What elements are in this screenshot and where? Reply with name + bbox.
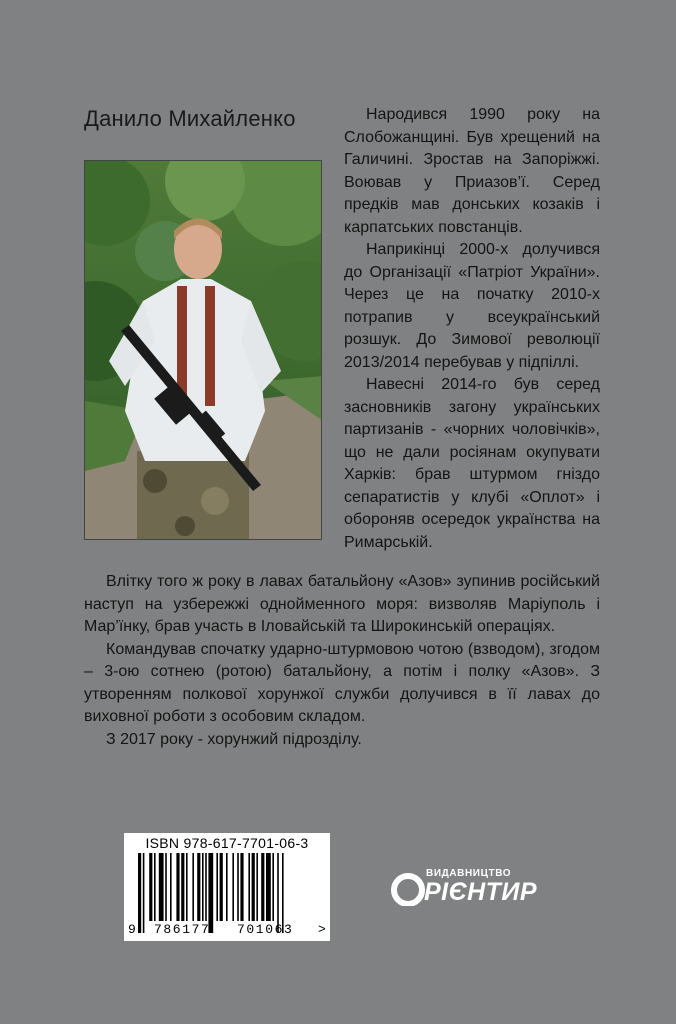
barcode-bar [170, 853, 172, 921]
barcode-bar [216, 853, 218, 921]
publisher-ring-icon [390, 870, 426, 906]
barcode-bar [252, 853, 255, 921]
barcode-bar [226, 853, 228, 921]
barcode-bar [138, 853, 141, 933]
barcode-bar [232, 853, 234, 921]
isbn-number: ISBN 978-617-7701-06-3 [145, 835, 309, 851]
bio-paragraph: З 2017 року - хорунжий підрозділу. [106, 730, 362, 748]
barcode-lead-digit: 9 [128, 922, 138, 937]
barcode-bar [192, 853, 194, 921]
bio-paragraph: Командував спочатку ударно-штурмовою чотою (взводом), згодом – 3-ою сотнею (ротою) батальйону, а потім і полку «Азов». З утворенням полкової хорунжої служби долучився в її лавах до виховної роботи з особовим складом. [84, 640, 600, 725]
barcode-bar [149, 853, 152, 921]
barcode-bar [248, 853, 250, 921]
barcode-left-digits: 786177 [154, 922, 211, 937]
author-photo [84, 160, 322, 540]
publisher-name: РІЄНТИР [424, 878, 538, 906]
barcode-bar [240, 853, 243, 921]
author-photo-image [85, 161, 322, 540]
barcode-bar [282, 853, 284, 933]
barcode-bar [208, 853, 213, 933]
bio-paragraph: Наприкінці 2000-х долучився до Організації «Патріот України». Через це на початку 2010-х потрапив у всеукраїнський розшук. До Зимової революції 2013/2014 перебував у підпіллі. [344, 241, 600, 371]
barcode-bar [197, 853, 200, 921]
barcode-bar [143, 853, 145, 933]
barcode-bar [159, 853, 164, 921]
barcode-bar [256, 853, 258, 921]
bio-paragraph: Навесні 2014-го був серед засновників загону українських партизанів - «чорних чоловічків», що не дали росіянам окупувати Харків: брав штурмом гніздо сепаратистів у клубі «Оплот» і обороняв осередок українства на Римарській. [344, 376, 600, 551]
barcode-bar [176, 853, 179, 921]
barcode-bar [154, 853, 156, 921]
barcode-bar [181, 853, 184, 921]
barcode-arrow: > [318, 922, 328, 937]
barcode-bar [277, 853, 279, 933]
author-name: Данило Михайленко [84, 106, 296, 131]
barcode-bar [272, 853, 274, 921]
publisher-subtitle: ВИДАВНИЦТВО [426, 868, 512, 879]
barcode-bar [220, 853, 223, 921]
bio-paragraph: Народився 1990 року на Слобожанщині. Був хрещений на Галичині. Зростав на Запоріжжі. Воював у Приазов’ї. Серед предків мав донських козаків і карпатських повстанців. [344, 106, 600, 236]
barcode-bar [186, 853, 188, 921]
barcode-bar [237, 853, 239, 921]
publisher-logo [390, 868, 570, 910]
bio-paragraph: Влітку того ж року в лавах батальйону «Азов» зупинив російський наступ на узбережжі однойменного моря: визволяв Маріуполь і Мар’їнку, брав участь в Іловайській та Широкинській операціях. [84, 573, 600, 635]
isbn-barcode [124, 833, 330, 941]
biography-full-width [84, 571, 600, 751]
barcode-right-digits: 701063 [237, 922, 294, 937]
barcode-bar [205, 853, 207, 921]
biography-side-column [344, 104, 600, 554]
barcode-bar [202, 853, 204, 921]
barcode-bar [261, 853, 264, 921]
barcode-bar [165, 853, 167, 921]
barcode-bar [266, 853, 271, 921]
